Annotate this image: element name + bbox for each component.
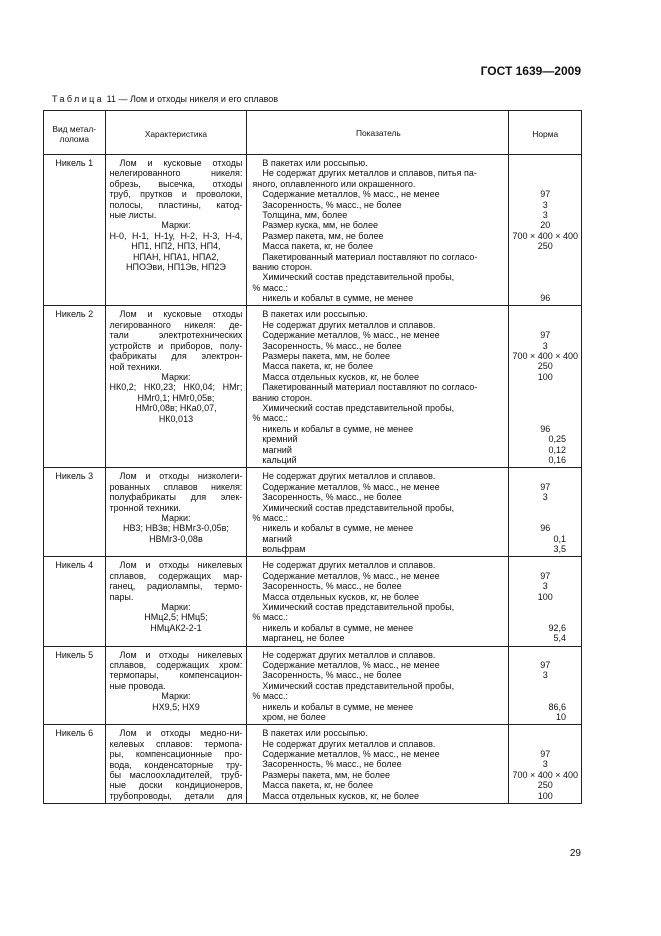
characteristic-line: обрезь, высечка, отходы — [109, 178, 243, 189]
characteristic-line: рованных сплавов никеля: — [109, 481, 243, 492]
norm-value: 3,5 — [553, 544, 566, 555]
col-header-kind — [44, 111, 106, 155]
indicator-line: Не содержат других металлов и сплавов, питья па- — [262, 168, 477, 179]
indicator-line: Химический состав представительной пробы, — [262, 272, 455, 283]
characteristic-line: ные листы. — [109, 210, 157, 221]
norm-value — [512, 691, 578, 701]
table-row — [44, 725, 582, 804]
indicator-line: хром, не более — [262, 711, 326, 722]
norm-value: 96 — [540, 423, 551, 434]
norm-value — [512, 382, 578, 392]
norm-value: 97 — [540, 659, 551, 670]
characteristic-cell — [105, 468, 247, 557]
characteristic-line: полосы, пластины, катод- — [109, 199, 243, 210]
characteristic-line: НХ9,5; НХ9 — [152, 701, 200, 712]
norm-value — [512, 283, 578, 293]
standard-header: ГОСТ 1639—2009 — [480, 64, 581, 78]
characteristic-cell — [105, 306, 247, 468]
characteristic-line: ной техники. — [109, 361, 162, 372]
characteristic-line: НМц2,5; НМц5; — [144, 612, 208, 623]
table-row — [44, 306, 582, 468]
characteristic-line: нелегированного никеля: — [109, 168, 243, 179]
characteristic-line: Лом и отходы медно-ни- — [119, 728, 243, 739]
indicator-line: Содержание металлов, % масс., не менее — [262, 330, 440, 341]
characteristic-line: НК0,2; НК0,23; НК0,04; НМг; — [109, 382, 243, 393]
caption-number: 11 — [106, 94, 116, 104]
caption-title: — Лом и отходы никеля и его сплавов — [118, 94, 279, 104]
indicator-line: Размер куска, мм, не более — [262, 220, 378, 231]
indicator-line: Содержание металлов, % масс., не менее — [262, 189, 440, 200]
norm-cell — [509, 725, 582, 804]
indicator-line: ванию сторон. — [252, 261, 313, 272]
norm-value — [512, 739, 578, 749]
characteristic-cell — [105, 725, 247, 804]
norm-value — [512, 513, 578, 523]
indicator-line: % масс.: — [252, 282, 289, 293]
indicator-line: Масса пакета, кг, не более — [262, 780, 373, 791]
norm-value — [512, 650, 578, 660]
indicator-line: Химический состав представительной пробы, — [262, 502, 455, 513]
characteristic-line: Лом и отходы никелевых — [119, 560, 243, 571]
norm-value: 96 — [540, 293, 551, 304]
norm-value: 97 — [540, 481, 551, 492]
indicator-line: Не содержат других металлов и сплавов. — [262, 560, 436, 571]
characteristic-line: термопары, компенсацион- — [109, 670, 243, 681]
col-header-norm: Норма — [509, 111, 582, 155]
norm-value — [512, 612, 578, 622]
characteristic-line: пары. — [109, 591, 134, 602]
norm-value: 0,25 — [548, 434, 566, 445]
characteristic-line: Н-0, Н-1, Н-1у, Н-2, Н-3, Н-4, — [109, 230, 243, 241]
indicator-line: Не содержат других металлов и сплавов. — [262, 738, 436, 749]
indicator-line: Размеры пакета, мм, не более — [262, 351, 390, 362]
indicator-line: В пакетах или россыпью. — [262, 728, 368, 739]
indicator-line: никель и кобальт в сумме, не менее — [262, 523, 414, 534]
norm-value — [512, 728, 578, 738]
norm-cell — [509, 557, 582, 646]
norm-value: 250 — [537, 241, 553, 252]
table-row — [44, 557, 582, 646]
norm-cell — [509, 646, 582, 725]
scrap-kind-cell: Никель 6 — [44, 725, 106, 804]
norm-value: 10 — [555, 711, 566, 722]
indicator-line: никель и кобальт в сумме, не менее — [262, 423, 414, 434]
norm-value: 700 × 400 × 400 — [512, 351, 578, 362]
indicator-line: Размер пакета, мм, не более — [262, 230, 384, 241]
indicator-line: Засоренность, % масс., не более — [262, 670, 402, 681]
table-row — [44, 468, 582, 557]
characteristic-line: НПОЭви, НП1Эв, НП2Э — [125, 262, 226, 273]
indicator-line: Засоренность, % масс., не более — [262, 759, 402, 770]
norm-value — [512, 320, 578, 330]
norm-value — [512, 158, 578, 168]
norm-cell — [509, 468, 582, 557]
characteristic-line: Марки: — [161, 220, 191, 231]
characteristic-line: Марки: — [161, 691, 191, 702]
norm-value: 3 — [542, 670, 548, 681]
characteristic-cell — [105, 646, 247, 725]
indicator-cell — [247, 155, 509, 306]
indicator-line: % масс.: — [252, 413, 289, 424]
norm-value — [512, 681, 578, 691]
norm-value: 3 — [542, 581, 548, 592]
indicator-line: яного, оплавленного или окрашенного. — [252, 178, 416, 189]
indicator-cell — [247, 557, 509, 646]
characteristic-line: тали электротехнических — [109, 330, 243, 341]
indicator-line: Пакетированный материал поставляют по согласо- — [262, 382, 478, 393]
characteristic-line: НМг0,1; НМг0,05в; — [137, 392, 215, 403]
norm-cell — [509, 306, 582, 468]
characteristic-line: Марки: — [161, 602, 191, 613]
indicator-line: Не содержат других металлов и сплавов. — [262, 471, 436, 482]
indicator-line: ванию сторон. — [252, 392, 313, 403]
indicator-line: Химический состав представительной пробы, — [262, 602, 455, 613]
scrap-kind-cell: Никель 1 — [44, 155, 106, 306]
characteristic-line: НМг0,08в; НКа0,07, — [135, 403, 217, 414]
characteristic-line: келевых сплавов: термопа- — [109, 738, 243, 749]
norm-value: 3 — [542, 759, 548, 770]
norm-value: 3 — [542, 209, 548, 220]
norm-value — [512, 272, 578, 282]
norm-value: 0,16 — [548, 454, 566, 465]
norm-value: 97 — [540, 330, 551, 341]
characteristic-line: Лом и отходы никелевых — [119, 649, 243, 660]
indicator-line: Засоренность, % масс., не более — [262, 340, 402, 351]
norm-value: 97 — [540, 749, 551, 760]
characteristic-line: ганец, радиолампы, термо- — [109, 581, 243, 592]
indicator-cell — [247, 725, 509, 804]
norm-value: 100 — [537, 790, 553, 801]
indicator-line: Толщина, мм, более — [262, 209, 348, 220]
norm-value: 97 — [540, 189, 551, 200]
indicator-cell — [247, 468, 509, 557]
indicator-line: никель и кобальт в сумме, не менее — [262, 293, 414, 304]
norm-value: 92,6 — [548, 622, 566, 633]
indicator-line: кальций — [262, 454, 297, 465]
indicator-line: никель и кобальт в сумме, не менее — [262, 622, 414, 633]
characteristic-line: ные доски кондиционеров, — [109, 780, 243, 791]
characteristic-line: труб, прутков и проволоки, — [109, 189, 243, 200]
characteristic-line: полуфабрикаты для элек- — [109, 492, 243, 503]
norm-value — [512, 179, 578, 189]
indicator-line: В пакетах или россыпью. — [262, 309, 368, 320]
characteristic-line: ры, компенсационные про- — [109, 749, 243, 760]
norm-value — [512, 393, 578, 403]
indicator-line: % масс.: — [252, 612, 289, 623]
table-header-row — [44, 111, 582, 155]
norm-value — [512, 503, 578, 513]
indicator-line: Химический состав представительной пробы, — [262, 680, 455, 691]
characteristic-line: Лом и отходы низколеги- — [119, 471, 243, 482]
characteristic-line: НВМг3-0,08в — [149, 533, 203, 544]
characteristic-line: сплавов, содержащих хром: — [109, 659, 243, 670]
indicator-line: Засоренность, % масс., не более — [262, 199, 402, 210]
norm-value: 0,1 — [553, 533, 566, 544]
norm-value — [512, 168, 578, 178]
indicator-line: марганец, не более — [262, 633, 345, 644]
col-header-kind-line1: Вид метал- — [52, 123, 97, 134]
indicator-line: Не содержат других металлов и сплавов. — [262, 319, 436, 330]
characteristic-line: Лом и кусковые отходы — [119, 158, 243, 168]
characteristic-line: НМцАК2-2-1 — [150, 622, 202, 633]
indicator-line: магний — [262, 533, 292, 544]
indicator-line: Содержание металлов, % масс., не менее — [262, 570, 440, 581]
norm-value: 100 — [537, 371, 553, 382]
indicator-cell — [247, 646, 509, 725]
scrap-kind-cell: Никель 4 — [44, 557, 106, 646]
indicator-line: Содержание металлов, % масс., не менее — [262, 749, 440, 760]
characteristic-line: НПАН, НПА1, НПА2, — [132, 251, 219, 262]
characteristic-line: ные провода. — [109, 680, 166, 691]
norm-value — [512, 413, 578, 423]
characteristic-line: вода, конденсаторные тру- — [109, 759, 243, 770]
indicator-line: Размеры пакета, мм, не более — [262, 769, 390, 780]
table-row — [44, 155, 582, 306]
characteristic-line: устройств и приборов, полу- — [109, 340, 243, 351]
characteristic-line: сплавов, содержащих мар- — [109, 570, 243, 581]
page-number: 29 — [569, 848, 581, 859]
norm-value: 100 — [537, 591, 553, 602]
norm-value — [512, 560, 578, 570]
norm-cell — [509, 155, 582, 306]
norm-value — [512, 602, 578, 612]
norm-value: 20 — [540, 220, 551, 231]
characteristic-line: НК0,013 — [158, 413, 194, 424]
indicator-line: Содержание металлов, % масс., не менее — [262, 481, 440, 492]
col-header-characteristic: Характеристика — [105, 111, 247, 155]
norm-value: 3 — [542, 492, 548, 503]
characteristic-line: бы маслоохладителей, труб- — [109, 769, 243, 780]
indicator-line: Засоренность, % масс., не более — [262, 581, 402, 592]
col-header-kind-line2: лолома — [59, 134, 90, 144]
indicator-line: Масса пакета, кг, не более — [262, 241, 373, 252]
indicator-line: В пакетах или россыпью. — [262, 158, 368, 168]
table-caption — [52, 94, 278, 104]
characteristic-cell — [105, 155, 247, 306]
indicator-line: Масса отдельных кусков, кг, не более — [262, 591, 420, 602]
caption-prefix: Таблица — [52, 94, 105, 104]
indicator-line: Масса отдельных кусков, кг, не более — [262, 790, 420, 801]
indicator-line: магний — [262, 444, 292, 455]
indicator-line: Масса пакета, кг, не более — [262, 361, 373, 372]
indicator-line: Не содержат других металлов и сплавов. — [262, 649, 436, 660]
indicator-line: Засоренность, % масс., не более — [262, 492, 402, 503]
scrap-kind-cell: Никель 2 — [44, 306, 106, 468]
indicator-line: % масс.: — [252, 512, 289, 523]
table-row — [44, 646, 582, 725]
characteristic-line: Лом и кусковые отходы — [119, 309, 243, 320]
indicator-line: никель и кобальт в сумме, не менее — [262, 701, 414, 712]
norm-value: 5,4 — [553, 633, 566, 644]
norm-value: 3 — [542, 340, 548, 351]
norm-value: 700 × 400 × 400 — [512, 230, 578, 241]
norm-value — [512, 403, 578, 413]
scrap-kind-cell: Никель 3 — [44, 468, 106, 557]
norm-value — [512, 471, 578, 481]
norm-value — [512, 309, 578, 319]
characteristic-line: фабрикаты для электрон- — [109, 351, 243, 362]
characteristic-line: тронной техники. — [109, 502, 181, 513]
indicator-line: вольфрам — [262, 544, 306, 555]
indicator-line: Масса отдельных кусков, кг, не более — [262, 371, 420, 382]
indicator-cell — [247, 306, 509, 468]
characteristic-line: Марки: — [161, 371, 191, 382]
norm-value: 3 — [542, 199, 548, 210]
norm-value — [512, 252, 578, 262]
characteristic-cell — [105, 557, 247, 646]
norm-value: 250 — [537, 361, 553, 372]
norm-value: 700 × 400 × 400 — [512, 769, 578, 780]
indicator-line: Содержание металлов, % масс., не менее — [262, 659, 440, 670]
characteristic-line: Марки: — [161, 512, 191, 523]
norm-value: 86,6 — [548, 701, 566, 712]
col-header-indicator: Показатель — [247, 111, 509, 155]
characteristic-line: трубопроводы, детали для — [109, 790, 243, 801]
scrap-kind-cell: Никель 5 — [44, 646, 106, 725]
characteristic-line: НП1, НП2, НП3, НП4, — [131, 241, 221, 252]
table-body — [44, 155, 582, 804]
norm-value — [512, 262, 578, 272]
characteristic-line: НВ3; НВ3в; НВМг3-0,05в; — [123, 523, 229, 534]
norm-value: 0,12 — [548, 444, 566, 455]
indicator-line: Химический состав представительной пробы, — [262, 402, 455, 413]
indicator-line: кремний — [262, 434, 298, 445]
characteristic-line: легированного никеля: де- — [109, 319, 243, 330]
indicator-line: % масс.: — [252, 691, 289, 702]
indicator-line: Пакетированный материал поставляют по согласо- — [262, 251, 478, 262]
norm-value: 250 — [537, 780, 553, 791]
nickel-scrap-table — [43, 110, 582, 804]
norm-value: 96 — [540, 523, 551, 534]
norm-value: 97 — [540, 570, 551, 581]
